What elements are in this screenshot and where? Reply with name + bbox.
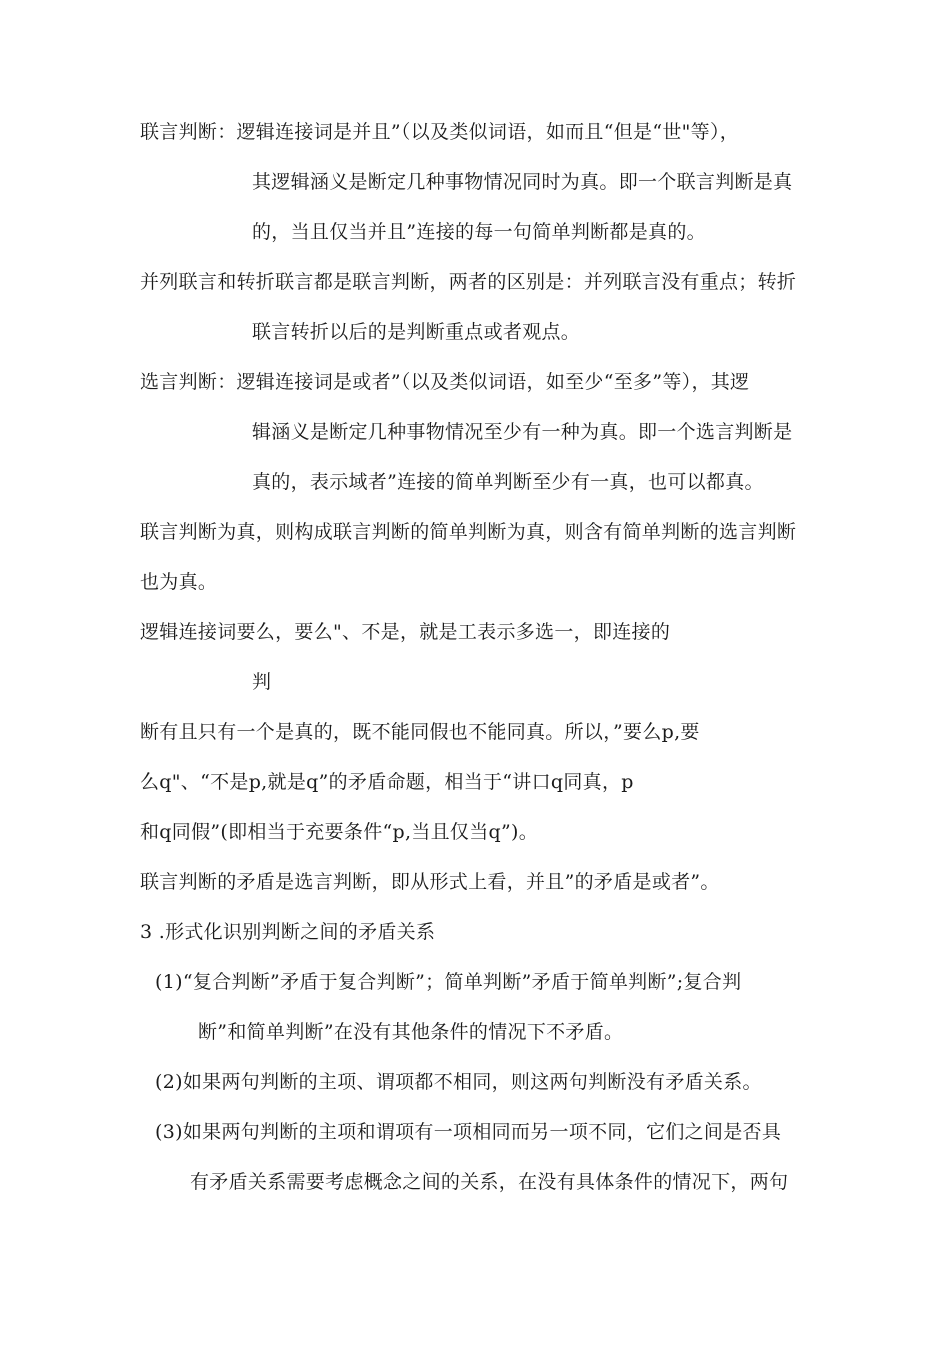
text-line: 逻辑连接词要么，要么"、不是，就是工表示多选一，即连接的 <box>140 621 671 643</box>
text-line: 判 <box>252 671 272 693</box>
text-line: 联言判断的矛盾是选言判断，即从形式上看，并且”的矛盾是或者”。 <box>140 871 720 893</box>
list-item-continuation: 有矛盾关系需要考虑概念之间的关系，在没有具体条件的情况下，两句 <box>190 1171 789 1193</box>
section-heading: 3 .形式化识别判断之间的矛盾关系 <box>140 921 436 943</box>
text-line: 联言转折以后的是判断重点或者观点。 <box>252 321 581 343</box>
text-line: 选言判断：逻辑连接词是或者”（以及类似词语，如至少“至多”等），其逻 <box>140 371 750 393</box>
text-line: 辑涵义是断定几种事物情况至少有一种为真。即一个选言判断是 <box>252 421 793 443</box>
text-line: 并列联言和转折联言都是联言判断，两者的区别是：并列联言没有重点；转折 <box>140 271 797 293</box>
list-item: (2)如果两句判断的主项、谓项都不相同，则这两句判断没有矛盾关系。 <box>155 1071 762 1093</box>
text-line: 也为真。 <box>140 571 218 593</box>
text-line: 断有且只有一个是真的，既不能同假也不能同真。所以，”要么p,要 <box>140 721 700 743</box>
list-item: (1)“复合判断”矛盾于复合判断”；简单判断”矛盾于简单判断”;复合判 <box>155 971 742 993</box>
list-item-continuation: 断”和简单判断”在没有其他条件的情况下不矛盾。 <box>198 1021 624 1043</box>
text-line: 联言判断为真，则构成联言判断的简单判断为真，则含有简单判断的选言判断 <box>140 521 797 543</box>
text-line: 么q"、“不是p,就是q”的矛盾命题，相当于“讲口q同真，p <box>140 771 634 793</box>
text-line: 真的，表示域者”连接的简单判断至少有一真，也可以都真。 <box>252 471 764 493</box>
text-line: 联言判断：逻辑连接词是并且”（以及类似词语，如而且“但是“世"等）， <box>140 121 740 143</box>
text-line: 其逻辑涵义是断定几种事物情况同时为真。即一个联言判断是真 <box>252 171 793 193</box>
list-item: (3)如果两句判断的主项和谓项有一项相同而另一项不同，它们之间是否具 <box>155 1121 782 1143</box>
text-line: 和q同假”(即相当于充要条件“p,当且仅当q”)。 <box>140 821 538 843</box>
text-line: 的，当且仅当并且”连接的每一句简单判断都是真的。 <box>252 221 706 243</box>
